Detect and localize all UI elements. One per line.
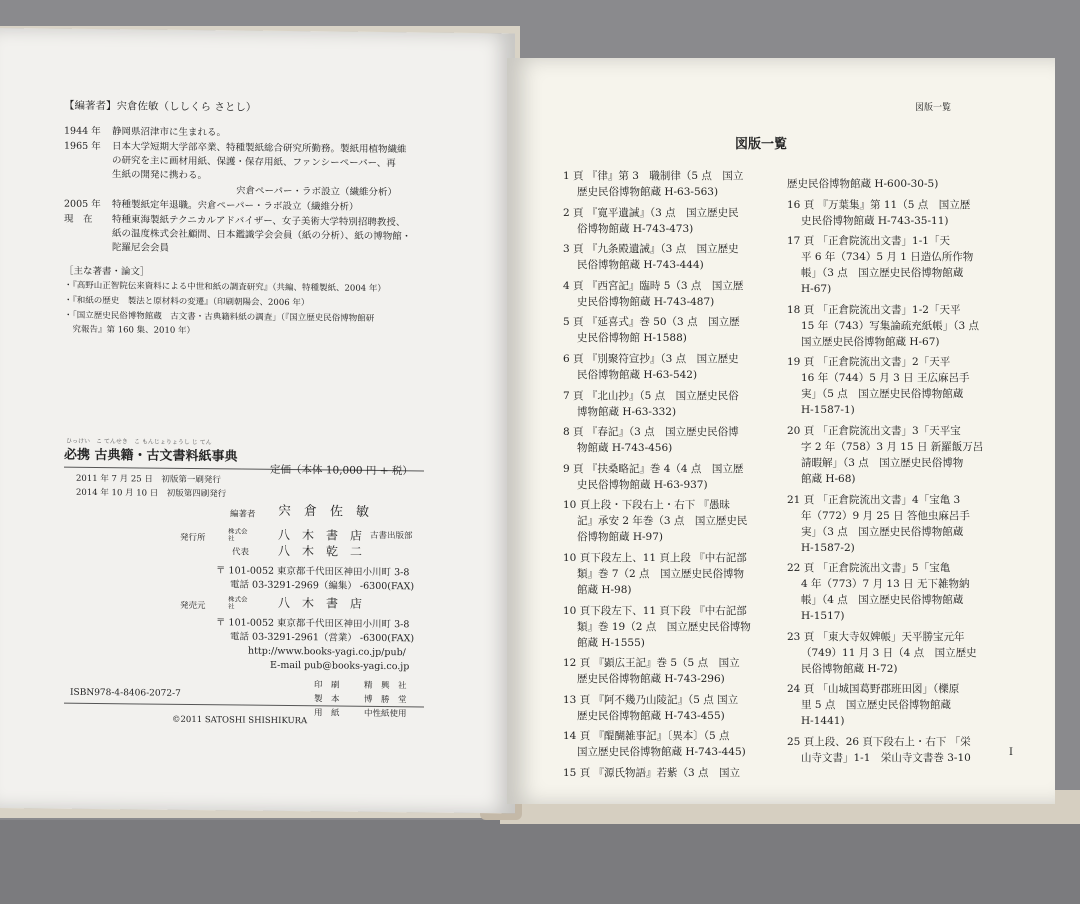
plate-entry-line: H-1587-2) xyxy=(801,541,855,554)
plate-entry-line: 民俗博物館蔵 H-743-444) xyxy=(577,259,704,272)
plate-entry-line: 里 5 点 国立歴史民俗博物館蔵 xyxy=(801,699,951,712)
plates-list-page xyxy=(507,58,1055,804)
print-value: 精 興 社 xyxy=(364,680,407,692)
works-item: ・『和紙の歴史 製法と原材料の変遷』（印刷朝陽会、2006 年） xyxy=(64,295,310,309)
plate-entry-line: 民俗博物館蔵 H-63-542) xyxy=(577,369,698,381)
plate-entry xyxy=(787,734,971,766)
plate-entry-line: 博物館蔵 H-63-332) xyxy=(577,405,677,418)
publisher-label: 発行所 xyxy=(180,532,206,544)
works-item: ・「国立歴史民俗博物館蔵 古文書・古典籍料紙の調査」（『国立歴史民俗博物館研 xyxy=(64,310,375,324)
plate-entry-line: 歴史民俗博物館蔵 H-600-30-5) xyxy=(787,178,939,190)
website-url: http://www.books-yagi.co.jp/pub/ xyxy=(248,645,406,659)
plate-entry xyxy=(563,168,743,200)
plate-entry xyxy=(787,233,973,297)
plate-entry xyxy=(787,629,977,677)
plate-entry-line: 16 年（744）5 月 3 日 王広麻呂手 xyxy=(801,372,970,385)
plate-entry-line: 歴史民俗博物館蔵 H-743-296) xyxy=(577,673,725,686)
plate-entry-line: 実」（3 点 国立歴史民俗博物館蔵 xyxy=(801,525,964,538)
plate-entry-line: 類』巻 7（2 点 国立歴史民俗博物 xyxy=(577,568,745,580)
plate-entry-line: H-1517) xyxy=(801,610,845,623)
edition-line: 2014 年 10 月 10 日 初版第四刷発行 xyxy=(76,487,227,500)
phone: 電話 03-3291-2969（編集） -6300(FAX) xyxy=(230,579,415,593)
plate-entry-line: 13 頁 『阿不幾乃山陵記』（5 点 国立 xyxy=(563,693,739,706)
plate-entry-line: 1 頁 『律』第 3 職制律（5 点 国立 xyxy=(563,170,744,182)
plate-entry-line: 帳」（4 点 国立歴史民俗博物館蔵 xyxy=(801,594,964,607)
plate-entry-line: H-1441) xyxy=(801,715,845,728)
plate-entry-line: 5 頁 『延喜式』巻 50（3 点 国立歴 xyxy=(563,316,740,329)
plate-entry-line: 字 2 年（758）3 月 15 日 新羅飯万呂 xyxy=(801,441,984,453)
plate-entry xyxy=(563,278,743,310)
plate-entry-line: 3 頁 『九条殿遺誡』（3 点 国立歴史 xyxy=(563,243,739,256)
plate-entry xyxy=(563,603,751,651)
plate-entry xyxy=(563,241,739,273)
plate-entry-line: 館蔵 H-1555) xyxy=(577,636,645,649)
bio-text: 生紙の開発に携わる。 xyxy=(112,169,208,182)
running-head: 図版一覧 xyxy=(915,103,952,113)
plate-entry-line: 19 頁 「正倉院流出文書」2「天平 xyxy=(787,356,951,369)
plate-entry xyxy=(563,497,747,545)
rep-label: 代表 xyxy=(232,547,250,558)
plate-entry-line: 歴史民俗博物館蔵 H-63-563) xyxy=(577,186,719,198)
plate-entry-line: 4 年（773）7 月 13 日 无下雑物納 xyxy=(801,578,970,591)
plate-entry xyxy=(563,728,746,760)
title-ruby: ひっけい こ てんせき こ もんじょりょうし じ てん xyxy=(66,437,212,447)
plate-entry xyxy=(563,205,739,237)
works-item: 究報告』第 160 集、2010 年） xyxy=(64,324,195,337)
paper-label: 用 紙 xyxy=(314,708,340,719)
bio-text: 静岡県沼津市に生まれる。 xyxy=(112,126,227,139)
plate-entry-line: 史民俗博物館蔵 H-743-35-11) xyxy=(801,214,949,227)
plate-entry xyxy=(563,424,739,456)
works-heading: ［主な著書・論文］ xyxy=(64,265,150,278)
plate-entry-line: 10 頁下段左上、11 頁上段 『中右記部 xyxy=(563,552,747,564)
bio-now-label: 現 在 xyxy=(64,213,93,225)
plate-entry xyxy=(787,681,959,729)
plate-entry-line: 山寺文書」1-1 栄山寺文書巻 3-10 xyxy=(801,752,971,764)
plate-entry-line: 帳」（3 点 国立歴史民俗博物館蔵 xyxy=(801,267,964,280)
plate-entry xyxy=(563,314,740,346)
editor-label: 編著者 xyxy=(230,509,256,520)
plate-entry xyxy=(563,388,739,420)
price: 定価（本体 10,000 円 + 税） xyxy=(270,463,413,478)
plate-entry-line: 4 頁 『西宮記』臨時 5（3 点 国立歴 xyxy=(563,279,744,292)
page-number: I xyxy=(1009,747,1013,758)
plate-entry-line: 15 頁 『源氏物語』若紫（3 点 国立 xyxy=(563,767,741,779)
publisher-name: 八 木 書 店 xyxy=(278,527,363,543)
plate-entry-line: 2 頁 『寛平遺誡』（3 点 国立歴史民 xyxy=(563,206,739,219)
plate-entry-line: 17 頁 「正倉院流出文書」1-1「天 xyxy=(787,235,950,248)
plate-entry-line: 23 頁 「東大寺奴婢帳」天平勝宝元年 xyxy=(787,630,965,643)
plate-entry-line: 史民俗博物館蔵 H-63-937) xyxy=(577,478,708,491)
publisher-dept: 古書出版部 xyxy=(370,530,413,542)
bio-text: 紙の温度株式会社顧問、日本鑑識学会会員（紙の分析）、紙の博物館・ xyxy=(112,228,412,243)
plate-entry xyxy=(563,692,738,724)
plate-entry-line: 平 6 年（734）5 月 1 日造仏所作物 xyxy=(801,251,974,264)
bio-year: 1944 年 xyxy=(64,125,101,138)
plate-entry xyxy=(787,197,970,229)
rep-name: 八 木 乾 二 xyxy=(278,543,363,559)
plate-entry-line: 7 頁 『北山抄』（5 点 国立歴史民俗 xyxy=(563,389,739,402)
plate-entry-line: 20 頁 「正倉院流出文書」3「天平宝 xyxy=(787,425,961,437)
bio-text: 宍倉ペーパー・ラボ設立（繊維分析） xyxy=(236,185,398,199)
bio-year: 1965 年 xyxy=(64,140,101,153)
paper-value: 中性紙使用 xyxy=(364,708,407,720)
plate-entry-line: 俗博物館蔵 H-97) xyxy=(577,531,663,544)
plate-entry-line: 9 頁 『扶桑略記』巻 4（4 点 国立歴 xyxy=(563,462,744,475)
kaisha-label: 株式会社 xyxy=(228,527,248,543)
plate-entry-line: 館蔵 H-68) xyxy=(801,473,856,485)
bio-text: 特種東海製紙テクニカルアドバイザー、女子美術大学特別招聘教授、 xyxy=(112,214,406,229)
plate-entry xyxy=(787,423,983,487)
plate-entry xyxy=(787,302,979,350)
plate-entry-line: 年（772）9 月 25 日 答他虫麻呂手 xyxy=(801,509,970,522)
plate-entry xyxy=(787,560,969,624)
phone: 電話 03-3291-2961（営業） -6300(FAX) xyxy=(230,631,415,645)
plate-entry-line: 8 頁 『春記』（3 点 国立歴史民俗博 xyxy=(563,426,739,439)
plate-entry-line: 15 年（743）写集論疏充紙帳」（3 点 xyxy=(801,319,980,332)
colophon-page xyxy=(0,28,515,813)
plate-entry-line: 21 頁 「正倉院流出文書」4「宝亀 3 xyxy=(787,493,961,506)
plate-entry-line: 類』巻 19（2 点 国立歴史民俗博物 xyxy=(577,620,751,633)
kaisha-label: 株式会社 xyxy=(228,595,248,611)
plate-entry xyxy=(563,550,747,598)
isbn: ISBN978-4-8406-2072-7 xyxy=(70,687,181,699)
plate-entry-line: 10 頁上段・下段右上・右下 『愚昧 xyxy=(563,499,731,512)
address: 〒 101-0052 東京都千代田区神田小川町 3-8 xyxy=(216,565,410,579)
bio-text: 特種製紙定年退職。宍倉ペーパー・ラボ設立（繊維分析） xyxy=(112,199,359,213)
plate-entry-line: 12 頁 『顕広王記』巻 5（5 点 国立 xyxy=(563,657,740,670)
address: 〒 101-0052 東京都千代田区神田小川町 3-8 xyxy=(216,617,410,631)
plate-entry xyxy=(563,655,740,687)
plate-entry-line: 24 頁 「山城国葛野郡班田図」（櫟原 xyxy=(787,683,960,696)
print-label: 印 刷 xyxy=(314,680,340,691)
bio-text: 日本大学短期大学部卒業、特種製紙総合研究所勤務。製紙用植物繊維 xyxy=(112,141,407,156)
bio-text: 陀羅尼会会員 xyxy=(112,242,170,254)
binding-label: 製 本 xyxy=(314,694,340,705)
plate-entry xyxy=(787,354,969,418)
plate-entry-line: 史民俗博物館蔵 H-743-487) xyxy=(577,295,715,308)
edition-line: 2011 年 7 月 25 日 初版第一刷発行 xyxy=(76,473,221,486)
plate-entry-line: 物館蔵 H-743-456) xyxy=(577,442,673,455)
plate-entry-line: 国立歴史民俗博物館蔵 H-67) xyxy=(801,335,940,348)
plate-entry xyxy=(563,351,739,383)
plate-entry xyxy=(563,765,740,781)
plate-entry-line: 25 頁上段、26 頁下段右上・右下 「栄 xyxy=(787,736,971,748)
plate-entry-line: 10 頁下段左下、11 頁下段 『中右記部 xyxy=(563,604,747,617)
seller-label: 発売元 xyxy=(180,600,206,612)
plate-entry-line: 館蔵 H-98) xyxy=(577,584,632,596)
list-title: 図版一覧 xyxy=(735,137,788,152)
editor-name: 宍 倉 佐 敏 xyxy=(278,503,370,520)
plate-entry-line: 16 頁 『万葉集』第 11（5 点 国立歴 xyxy=(787,198,971,211)
table-surface xyxy=(0,820,1080,904)
plate-entry-line: （749）11 月 3 日（4 点 国立歴史 xyxy=(801,646,977,659)
plate-entry-line: 歴史民俗博物館蔵 H-743-455) xyxy=(577,709,725,722)
works-item: ・『高野山正智院伝来資料による中世和紙の調査研究』（共編、特種製紙、2004 年） xyxy=(64,280,386,295)
plate-entry-line: 実」（5 点 国立歴史民俗博物館蔵 xyxy=(801,388,964,401)
plate-entry-line: 国立歴史民俗博物館蔵 H-743-445) xyxy=(577,746,746,759)
plate-entry-line: H-1587-1) xyxy=(801,404,855,417)
plate-entry-line: 俗博物館蔵 H-743-473) xyxy=(577,222,694,235)
plate-entry-line: 記』承安 2 年巻（3 点 国立歴史民 xyxy=(577,515,748,528)
seller-name: 八 木 書 店 xyxy=(278,595,363,611)
plate-entry-line: 22 頁 「正倉院流出文書」5「宝亀 xyxy=(787,562,951,575)
author-heading: 【編著者】宍倉佐敏（ししくら さとし） xyxy=(64,99,257,114)
book-title: 必携 古典籍・古文書料紙事典 xyxy=(64,447,238,465)
plate-entry-line: H-67) xyxy=(801,283,832,296)
plate-entry xyxy=(563,461,743,493)
plate-entry-line: 民俗博物館蔵 H-72) xyxy=(801,662,898,675)
bio-year: 2005 年 xyxy=(64,198,101,211)
plate-entry-line: 18 頁 「正倉院流出文書」1-2「天平 xyxy=(787,303,961,316)
plate-entry-line: 請暇解」（3 点 国立歴史民俗博物 xyxy=(801,457,964,469)
plate-entry xyxy=(787,176,938,192)
bio-text: の研究を主に画材用紙、保護・保存用紙、ファンシーペーパー、再 xyxy=(112,155,396,170)
email: E-mail pub@books-yagi.co.jp xyxy=(270,659,410,673)
plate-entry-line: 史民俗博物館 H-1588) xyxy=(577,332,687,345)
plate-entry-line: 6 頁 『別聚符宣抄』（3 点 国立歴史 xyxy=(563,353,739,365)
binding-value: 博 勝 堂 xyxy=(364,694,407,706)
copyright: ©2011 SATOSHI SHISHIKURA xyxy=(172,714,308,727)
plate-entry-line: 14 頁 『醍醐雑事記』〔異本〕（5 点 xyxy=(563,730,730,743)
plate-entry xyxy=(787,492,970,556)
